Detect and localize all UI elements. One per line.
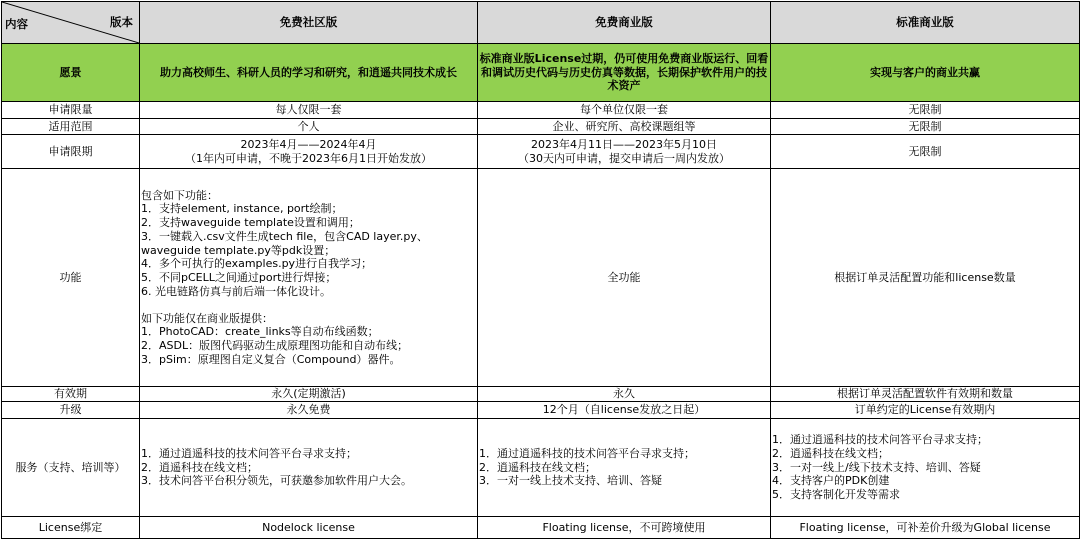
period-free-commercial-note: （30天内可申请，提交申请后一周内发放） <box>518 151 730 165</box>
list-item: 3．一对一线上/线下技术支持、培训、答疑 <box>772 460 981 474</box>
service-community <box>140 419 478 517</box>
period-community-dates: 2023年4月——2024年4月 <box>240 137 377 151</box>
row-label-service: 服务（支持、培训等） <box>2 419 140 517</box>
validity-free-commercial: 永久 <box>478 387 771 402</box>
list-item: 4．多个可执行的examples.py进行自我学习； <box>141 257 373 271</box>
limit-free-commercial: 每个单位仅限一套 <box>478 102 771 119</box>
column-header-standard: 标准商业版 <box>771 2 1080 44</box>
list-item: 2．支持waveguide template设置和调用； <box>141 216 360 229</box>
license-standard: Floating license，可补差价升级为Global license <box>771 517 1080 539</box>
features-intro: 包含如下功能： <box>141 188 218 202</box>
features-standard: 根据订单灵活配置功能和license数量 <box>771 169 1080 387</box>
license-free-commercial: Floating license，不可跨境使用 <box>478 517 771 539</box>
list-item: 3．一键载入.csv文件生成tech file，包含CAD layer.py、 <box>141 229 428 243</box>
row-label-scope: 适用范围 <box>2 119 140 135</box>
vision-community: 助力高校师生、科研人员的学习和研究，和逍遥共同技术成长 <box>140 44 478 102</box>
period-free-commercial-dates: 2023年4月11日——2023年5月10日 <box>531 137 717 151</box>
service-community-list <box>141 447 477 488</box>
row-label-upgrade: 升级 <box>2 402 140 419</box>
period-community-note: （1年内可申请，不晚于2023年6月1日开始发放） <box>185 151 432 165</box>
list-item: 1．通过逍遥科技的技术问答平台寻求支持； <box>479 446 695 460</box>
period-standard: 无限制 <box>771 135 1080 169</box>
row-label-features: 功能 <box>2 169 140 387</box>
comparison-table <box>1 1 1080 539</box>
scope-standard: 无限制 <box>771 119 1080 135</box>
license-community: Nodelock license <box>140 517 478 539</box>
column-header-free-commercial: 免费商业版 <box>478 2 771 44</box>
list-item: 1．通过逍遥科技的技术问答平台寻求支持； <box>772 433 988 447</box>
row-label-period: 申请限期 <box>2 135 140 169</box>
features-free-commercial: 全功能 <box>478 169 771 387</box>
validity-standard: 根据订单灵活配置软件有效期和数量 <box>771 387 1080 402</box>
features-community <box>140 169 478 387</box>
row-label-limit: 申请限量 <box>2 102 140 119</box>
upgrade-community: 永久免费 <box>140 402 478 419</box>
row-label-vision: 愿景 <box>2 44 140 102</box>
corner-header-cell <box>2 2 140 44</box>
list-item: 4．支持客户的PDK创建 <box>772 474 890 488</box>
list-item: 3．技术问答平台积分领先，可获邀参加软件用户大会。 <box>141 474 412 488</box>
list-item: 6. 光电链路仿真与前后端一体化设计。 <box>141 284 331 298</box>
list-item: 1．PhotoCAD：create_links等自动布线函数； <box>141 325 379 339</box>
service-standard <box>771 419 1080 517</box>
list-item: 2．逍遥科技在线文档； <box>479 460 596 474</box>
upgrade-free-commercial: 12个月（自license发放之日起） <box>478 402 771 419</box>
scope-free-commercial: 企业、研究所、高校课题组等 <box>478 119 771 135</box>
list-item: 2．逍遥科技在线文档； <box>772 446 889 460</box>
validity-community: 永久(定期激活) <box>140 387 478 402</box>
list-item: 5．支持客制化开发等需求 <box>772 488 900 502</box>
row-label-validity: 有效期 <box>2 387 140 402</box>
list-item: 3．pSim：原理图自定义复合（Compound）器件。 <box>141 352 401 366</box>
list-item: 2．ASDL：版图代码驱动生成原理图功能和自动布线； <box>141 339 409 352</box>
features-extra-intro: 如下功能仅在商业版提供： <box>141 311 273 325</box>
upgrade-standard: 订单约定的License有效期内 <box>771 402 1080 419</box>
list-item: waveguide template.py等pdk设置； <box>141 243 336 257</box>
list-item: 2．逍遥科技在线文档； <box>141 460 258 474</box>
list-item: 5．不同pCELL之间通过port进行焊接； <box>141 271 337 284</box>
column-header-community: 免费社区版 <box>140 2 478 44</box>
vision-free-commercial: 标准商业版License过期，仍可使用免费商业版运行、回看和调试历史代码与历史仿真等数据，长期保护软件用户的技术资产 <box>478 44 771 102</box>
list-item: 3．一对一线上技术支持、培训、答疑 <box>479 474 662 488</box>
list-item: 1．支持element, instance, port绘制； <box>141 202 343 216</box>
period-community <box>140 135 478 169</box>
features-community-list <box>141 189 477 367</box>
corner-content-label: 内容 <box>5 16 28 31</box>
vision-standard: 实现与客户的商业共赢 <box>771 44 1080 102</box>
scope-community: 个人 <box>140 119 478 135</box>
period-free-commercial <box>478 135 771 169</box>
list-item: 1．通过逍遥科技的技术问答平台寻求支持； <box>141 446 357 460</box>
corner-version-label: 版本 <box>110 15 133 29</box>
row-label-license: License绑定 <box>2 517 140 539</box>
service-standard-list <box>772 433 1079 502</box>
service-free-commercial-list <box>479 447 770 488</box>
limit-standard: 无限制 <box>771 102 1080 119</box>
limit-community: 每人仅限一套 <box>140 102 478 119</box>
service-free-commercial <box>478 419 771 517</box>
